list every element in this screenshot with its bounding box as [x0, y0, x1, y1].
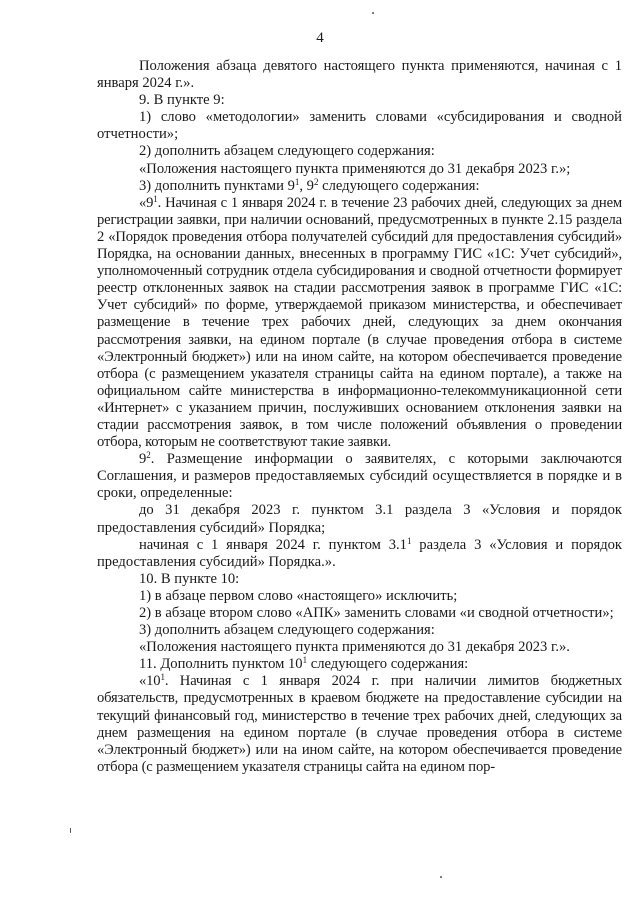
paragraph: 9. В пункте 9: — [139, 92, 225, 109]
paragraph: «$9^1$. Начиная с 1 января 2024 г. в течение 23 рабочих дней, следующих за днем регистрации заявки, при наличии оснований, предусмотренных в пункте 2.15 раздела 2 «Порядок проведения отбора получателей субсидий для предоставления субсидий» Порядка, на основании данных, внесенных в программу ГИС «1С: Учет субсидий», уполномоченный сотрудник отдела субсидирования и сводной отчетности формирует реестр отклоненных заявок на стадии рассмотрения заявок в программе ГИС «1С: Учет субсидий» по форме, утверждаемой приказом министерства, и обеспечивает размещение в течение трех рабочих дней, следующих за днем окончания рассмотрения заявки, на едином портале (в случае проведения отбора в системе «Электронный бюджет») или на ином сайте, на котором обеспечивается проведение отбора (с размещением указателя страницы сайта на едином портале), а также на официальном сайте министерства в информационно-телекоммуникационной сети «Интернет» с указанием причин, послуживших основанием отклонения заявки на стадии рассмотрения заявок, в том числе положений объявления о проведении отбора, которым не соответствуют такие заявки. — [97, 193, 622, 451]
paragraph: начиная с 1 января 2024 г. пунктом $3.1^1$ раздела 3 «Условия и порядок предоставления субсидий» Порядка.». — [97, 535, 623, 570]
paragraph: «$10^1$. Начиная с 1 января 2024 г. при наличии лимитов бюджетных обязательств, предусмотренных в краевом бюджете на предоставление субсидии на текущий финансовый год, министерство в течение трех рабочих дней, следующих за днем размещения на едином портале (в случае проведения отбора в системе «Электронный бюджет») или на ином сайте, на котором обеспечивается проведение отбора (с размещением указателя страницы сайта на едином пор- — [97, 672, 622, 775]
paragraph: 2) в абзаце втором слово «АПК» заменить словами «и сводной отчетности»; — [139, 605, 614, 621]
scan-speck — [372, 12, 374, 14]
paragraph: «Положения настоящего пункта применяются до 31 декабря 2023 г.». — [139, 639, 570, 656]
scan-speck — [440, 876, 442, 878]
paragraph: 1) слово «методологии» заменить словами «субсидирования и сводной отчетности»; — [97, 109, 622, 143]
paragraph: до 31 декабря 2023 г. пунктом 3.1 раздела 3 «Условия и порядок предоставления субсидий» Порядка; — [97, 502, 622, 536]
paragraph: 2) дополнить абзацем следующего содержания: — [139, 143, 435, 160]
document-body — [97, 58, 622, 776]
page-number: 4 — [316, 30, 324, 46]
paragraph: 3) дополнить абзацем следующего содержания: — [139, 622, 435, 639]
paragraph: $9^2$. Размещение информации о заявителях, с которыми заключаются Соглашения, и размеров предоставляемых субсидий осуществляется в порядке и в сроки, определенные: — [97, 450, 622, 502]
paragraph: «Положения настоящего пункта применяются до 31 декабря 2023 г.»; — [139, 160, 571, 177]
paragraph: 1) в абзаце первом слово «настоящего» исключить; — [139, 587, 458, 604]
paragraph: 3) дополнить пунктами $9^1$, $9^2$ следующего содержания: — [139, 176, 480, 194]
paragraph: 11. Дополнить пунктом $10^1$ следующего содержания: — [139, 655, 469, 673]
scan-speck — [70, 828, 71, 833]
paragraph: 10. В пункте 10: — [139, 570, 240, 587]
paragraph: Положения абзаца девятого настоящего пункта применяются, начиная с 1 января 2024 г.». — [97, 58, 622, 92]
